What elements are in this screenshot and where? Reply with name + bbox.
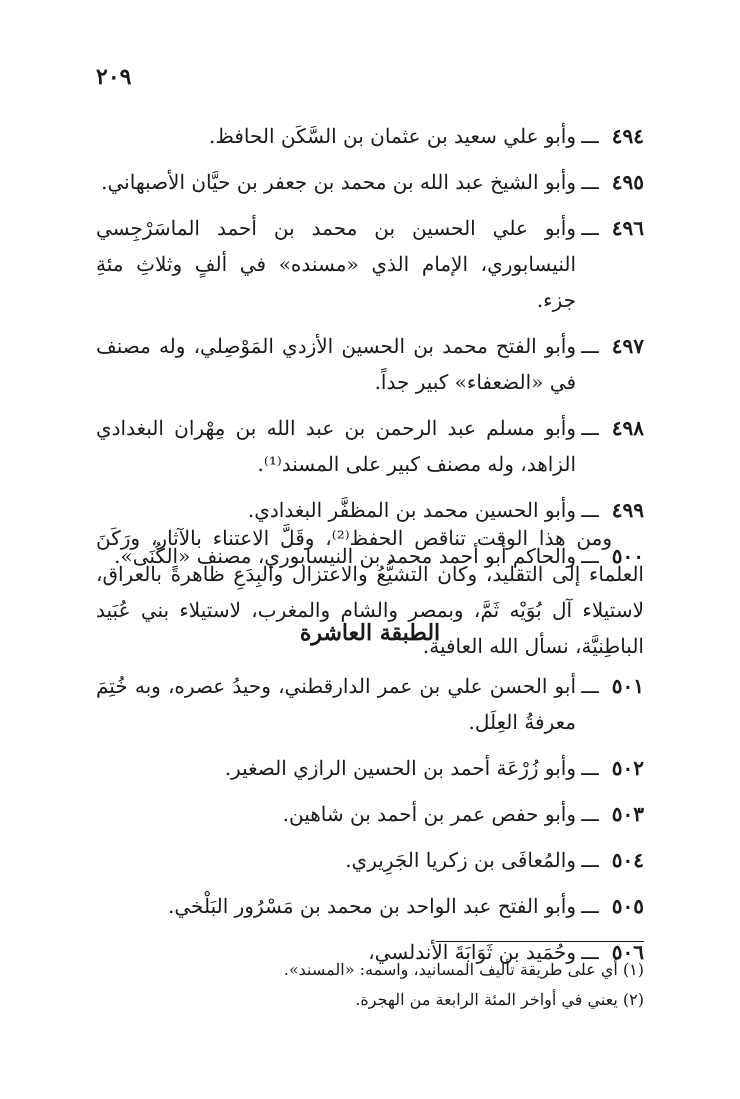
list-item [96,668,644,740]
entry-number: ٤٩٥ [611,170,644,194]
entry-dash: ـــ [581,416,599,440]
entry-text: وأبو مسلم عبد الرحمن بن عبد الله بن مِهْران البغدادي الزاهد، وله مصنف كبير على المسند⁽¹⁾. [96,416,576,476]
entries-list [96,118,644,584]
footnote-divider [436,941,644,942]
list-item [96,328,644,400]
entry-number: ٥٠٥ [611,894,644,918]
entry-text: وأبو علي الحسين بن محمد بن أحمد الماسَرْجِسي النيسابوري، الإمام الذي «مسنده» في ألفٍ وثلاثِ مئةِ جزء. [96,216,576,312]
entry-dash: ـــ [581,848,599,872]
entry-dash: ـــ [581,334,599,358]
footnote: (٢) يعني في أواخر المئة الرابعة من الهجرة. [355,990,644,1009]
entry-text: وأبو حفص عمر بن أحمد بن شاهين. [282,802,576,826]
entry-text: والحاكم أبو أحمد محمد بن النيسابوري، مصنف «الكُنَى». [114,544,576,568]
entry-number: ٤٩٦ [611,216,644,240]
entry-number: ٥٠٦ [611,940,644,964]
entry-number: ٤٩٨ [611,416,644,440]
entry-number: ٤٩٤ [611,124,644,148]
entry-text: وأبو علي سعيد بن عثمان بن السَّكَن الحافظ. [209,124,576,148]
list-item [96,888,644,924]
list-item [96,118,644,154]
entry-text: والمُعافَى بن زكريا الجَرِيري. [345,848,576,872]
entry-number: ٤٩٩ [611,498,644,522]
footnotes [96,955,644,1015]
entry-text: وأبو الشيخ عبد الله بن محمد بن جعفر بن حيَّان الأصبهاني. [101,170,576,194]
entry-dash: ـــ [581,170,599,194]
entry-number: ٥٠٠ [611,544,644,568]
entry-text: وأبو الحسين محمد بن المظفَّر البغدادي. [247,498,576,522]
entry-dash: ـــ [581,802,599,826]
entry-number: ٥٠٤ [611,848,644,872]
page-number: ٢٠٩ [96,64,132,90]
entry-dash: ـــ [581,544,599,568]
body-paragraph: ومن هذا الوقت تناقص الحفظ⁽²⁾، وقَلَّ الاعتناء بالآثار، ورَكَنَ العلماء إلى التقليد، وكان التشيُّعُ والاعتزال والبِدَعِ ظاهرةً بالعراق، لاستيلاء آل بُوَيْه ثَمَّ، وبمصر والشام والمغرب، لاستيلاء بني عُبَيد الباطِنيَّة، نسأل الله العافية. [96,526,644,658]
entry-number: ٥٠٣ [611,802,644,826]
entry-text: وأبو زُرْعَة أحمد بن الحسين الرازي الصغير. [224,756,576,780]
entry-text: وأبو الفتح عبد الواحد بن محمد بن مَسْرُور البَلْخي. [168,894,576,918]
entry-dash: ـــ [581,216,599,240]
list-item [96,796,644,832]
entries-list-2 [96,668,644,980]
entry-dash: ـــ [581,124,599,148]
entry-text: وحُمَيد بن ثَوَابَةَ الأندلسي، [368,940,576,964]
entry-dash: ـــ [581,940,599,964]
entry-dash: ـــ [581,498,599,522]
entry-text: وأبو الفتح محمد بن الحسين الأزدي المَوْصِلي، وله مصنف في «الضعفاء» كبير جداً. [96,334,576,394]
list-item [96,410,644,482]
entry-number: ٤٩٧ [611,334,644,358]
list-item [96,842,644,878]
entry-dash: ـــ [581,674,599,698]
entry-number: ٥٠١ [611,674,644,698]
entry-dash: ـــ [581,894,599,918]
list-item [96,750,644,786]
footnote: (١) أي على طريقة تأليف المسانيد، واسمه: «المسند». [283,960,644,979]
list-item [96,164,644,200]
entry-number: ٥٠٢ [611,756,644,780]
list-item [96,210,644,318]
section-heading: الطبقة العاشرة [299,620,441,646]
entry-text: أبو الحسن علي بن عمر الدارقطني، وحيدُ عصره، وبه خُتِمَ معرفةُ العِلَل. [96,674,576,734]
entry-dash: ـــ [581,756,599,780]
